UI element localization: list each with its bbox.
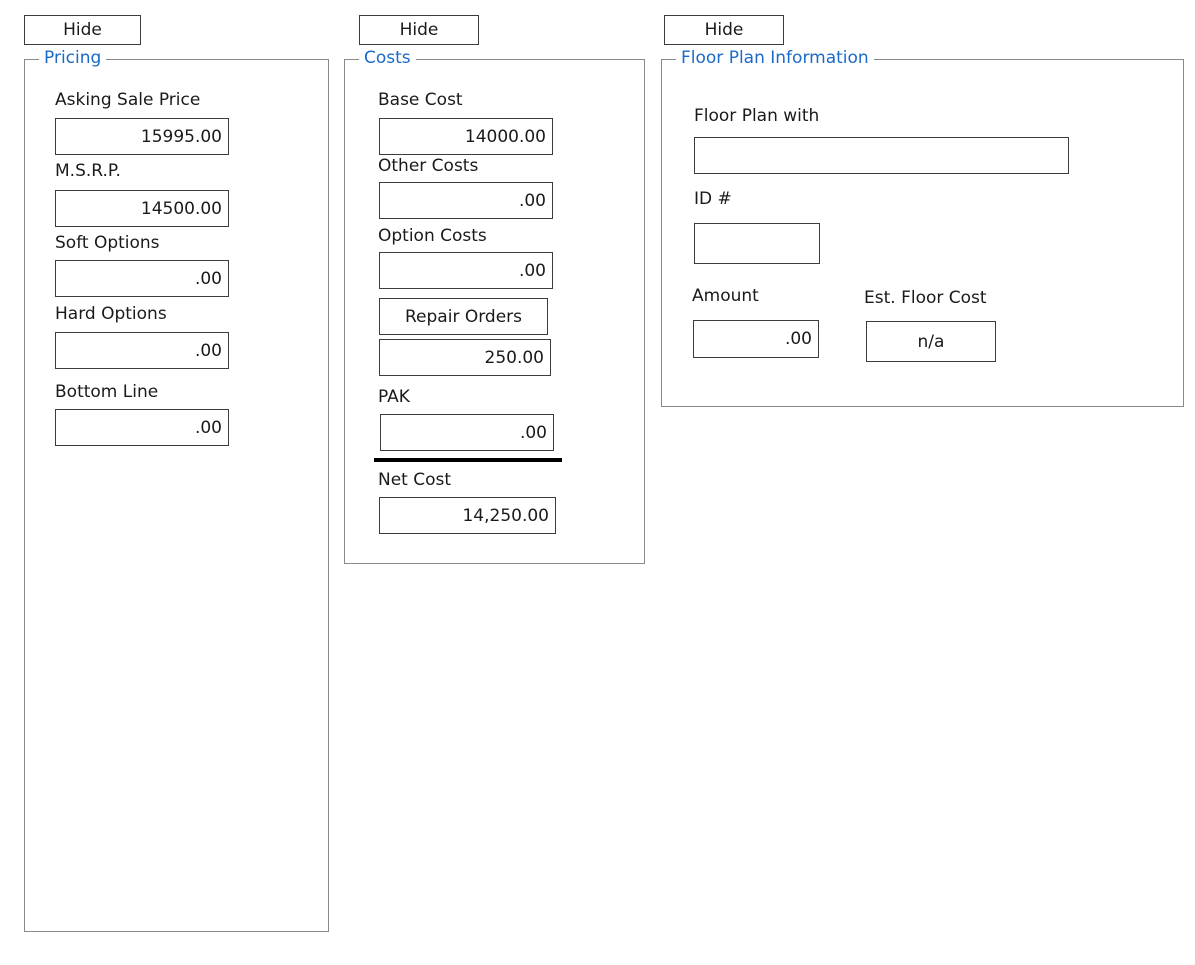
- soft-options-label: Soft Options: [55, 233, 160, 253]
- other-costs-input[interactable]: [379, 182, 553, 219]
- bottom-line-input[interactable]: [55, 409, 229, 446]
- net-cost-label: Net Cost: [378, 470, 452, 490]
- soft-options-input[interactable]: [55, 260, 229, 297]
- base-cost-label: Base Cost: [378, 90, 463, 110]
- costs-group-title: Costs: [359, 48, 416, 68]
- hide-pricing-button[interactable]: Hide: [24, 15, 141, 45]
- floor-plan-with-label: Floor Plan with: [694, 106, 820, 126]
- est-floor-cost-input[interactable]: [866, 321, 996, 362]
- net-cost-divider: [374, 458, 562, 462]
- floor-plan-with-input[interactable]: [694, 137, 1069, 174]
- net-cost-input[interactable]: [379, 497, 556, 534]
- repair-orders-input[interactable]: [379, 339, 551, 376]
- amount-input[interactable]: [693, 320, 819, 358]
- id-number-input[interactable]: [694, 223, 820, 264]
- asking-sale-price-label: Asking Sale Price: [55, 90, 201, 110]
- asking-sale-price-input[interactable]: [55, 118, 229, 155]
- pak-label: PAK: [378, 387, 410, 407]
- amount-label: Amount: [692, 286, 759, 306]
- pak-input[interactable]: [380, 414, 554, 451]
- pricing-group-title: Pricing: [39, 48, 106, 68]
- option-costs-input[interactable]: [379, 252, 553, 289]
- repair-orders-button[interactable]: [379, 298, 548, 335]
- msrp-input[interactable]: [55, 190, 229, 227]
- floorplan-group-title: Floor Plan Information: [676, 48, 874, 68]
- option-costs-label: Option Costs: [378, 226, 487, 246]
- repair-orders-button-label: Repair Orders: [405, 306, 522, 327]
- hard-options-label: Hard Options: [55, 304, 167, 324]
- msrp-label: M.S.R.P.: [55, 161, 121, 181]
- hide-costs-button[interactable]: Hide: [359, 15, 479, 45]
- hide-floorplan-button[interactable]: Hide: [664, 15, 784, 45]
- est-floor-cost-label: Est. Floor Cost: [864, 288, 987, 308]
- id-number-label: ID #: [694, 189, 732, 209]
- hard-options-input[interactable]: [55, 332, 229, 369]
- bottom-line-label: Bottom Line: [55, 382, 159, 402]
- other-costs-label: Other Costs: [378, 156, 479, 176]
- base-cost-input[interactable]: [379, 118, 553, 155]
